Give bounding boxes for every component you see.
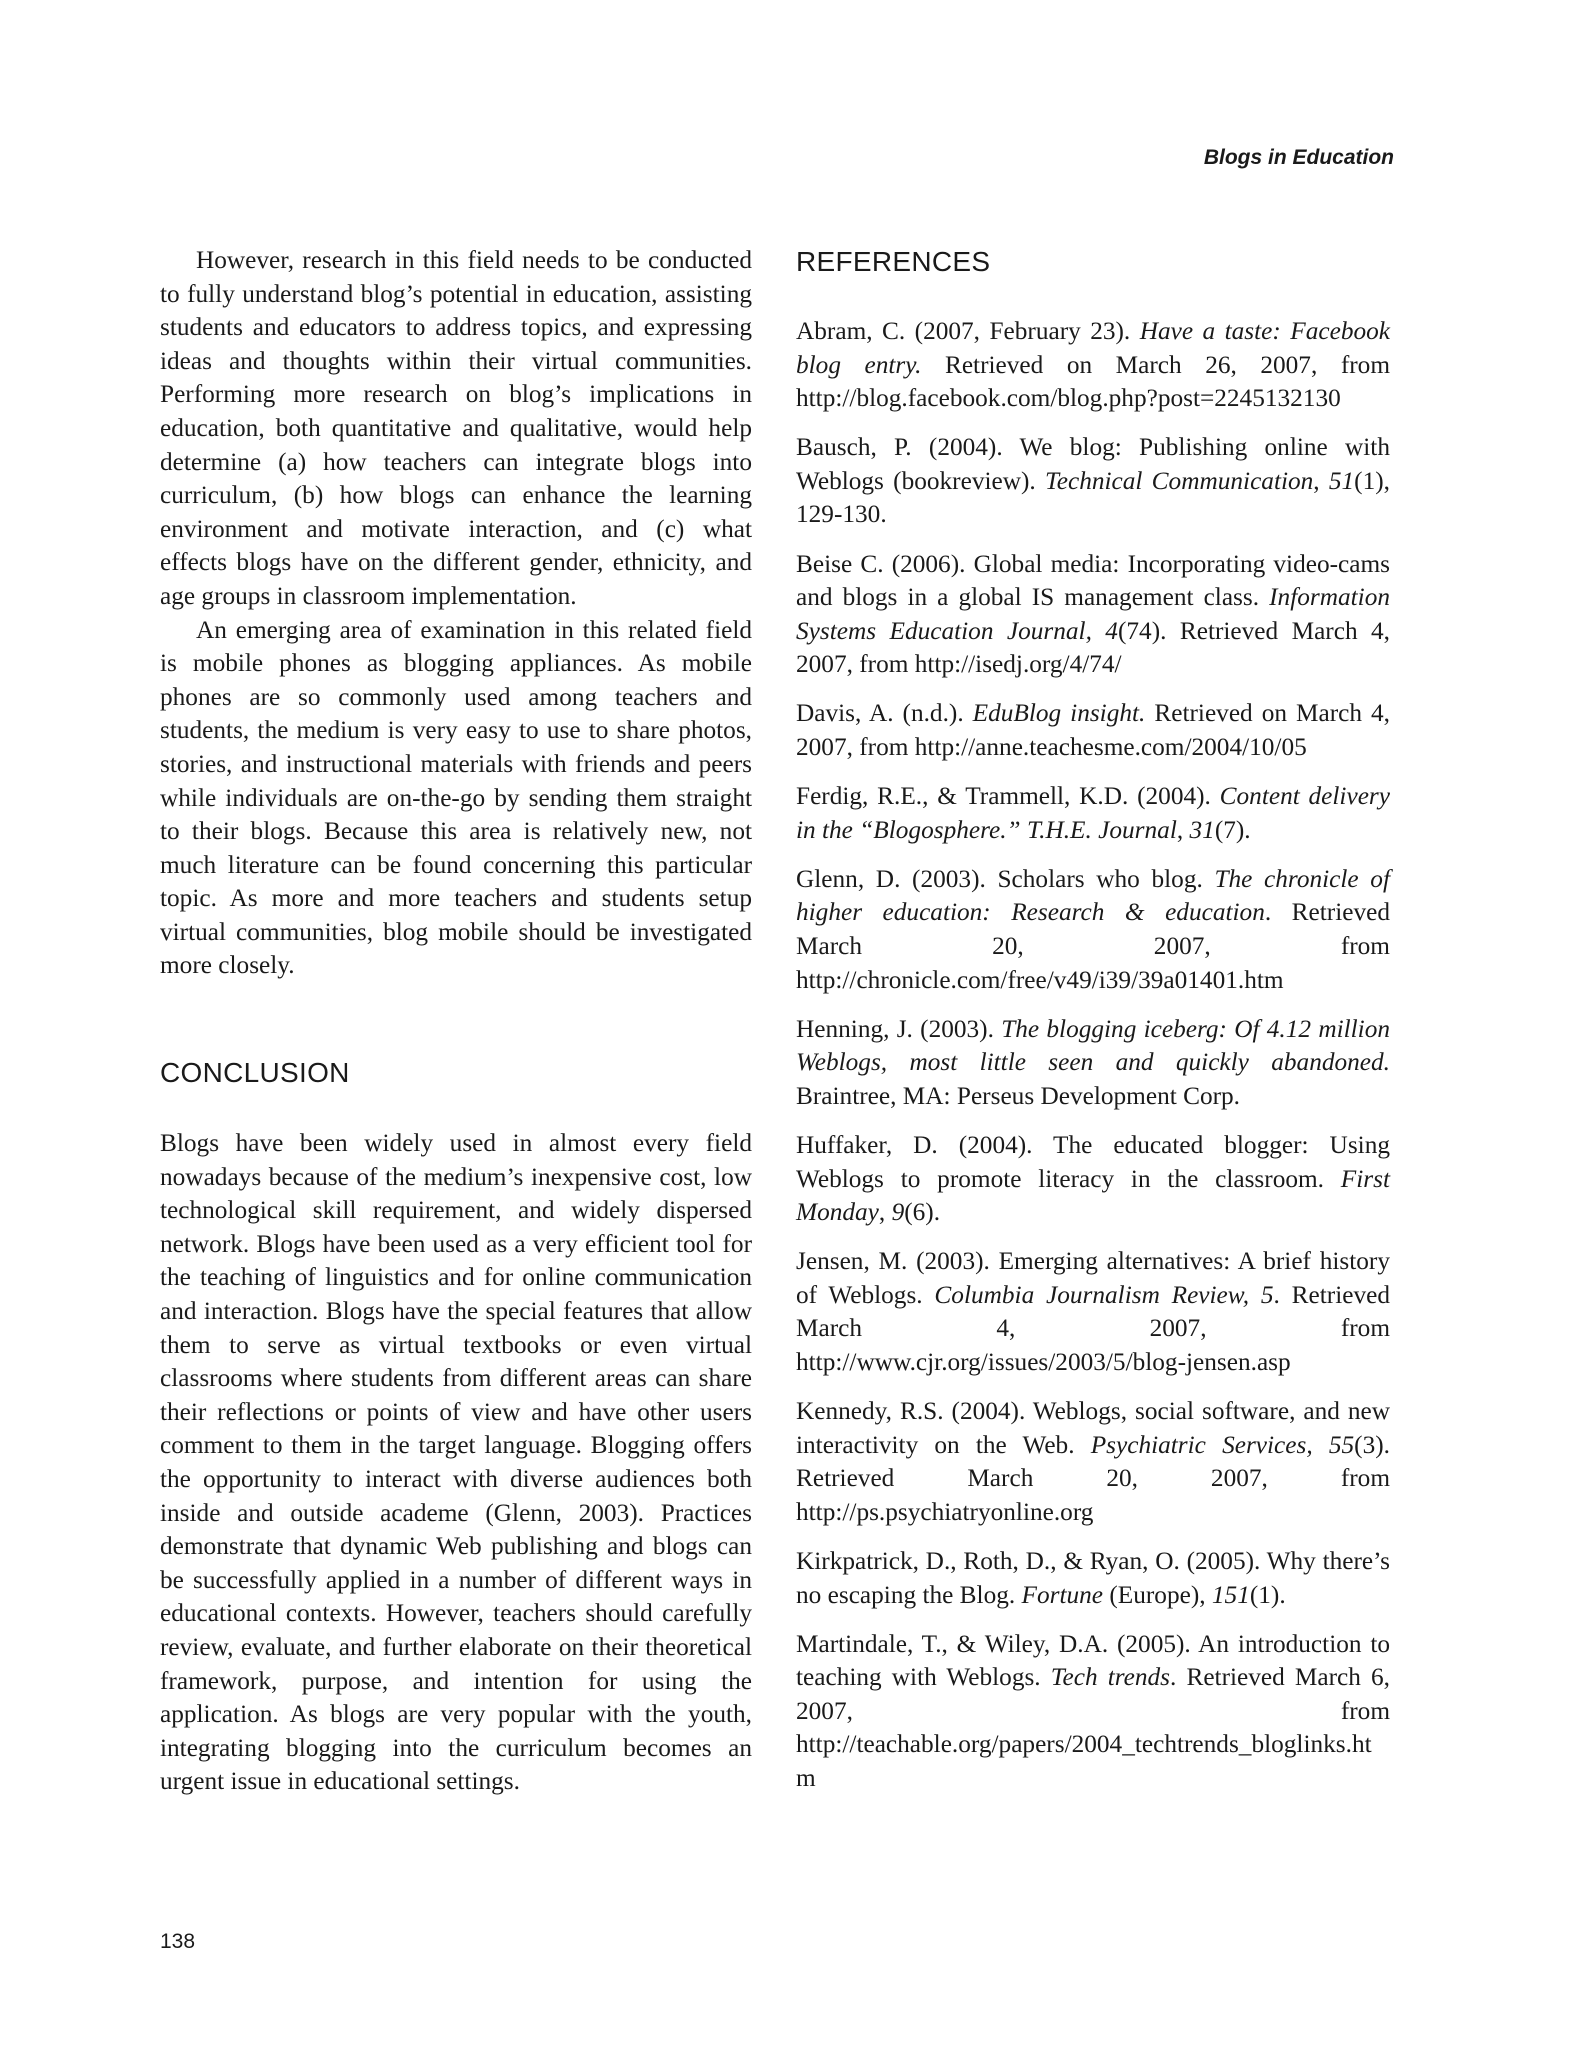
ref-title: Psychiatric Services, 55 (1090, 1430, 1355, 1459)
reference-item (796, 1395, 1390, 1529)
ref-text: Bausch, P. (2004). We blog: Publishing online with Weblogs (bookreview). (796, 433, 1390, 495)
body-paragraph-2: An emerging area of examination in this related field is mobile phones as blogging appliances. As mobile phones are so commonly used among teachers and students, the medium is very easy to use to share photos, stories, and instructional materials with friends and peers while individuals are on-the-go by sending them straight to their blogs. Because this area is relatively new, not much literature can be found concerning this particular topic. As more and more teachers and students setup virtual communities, blog mobile should be investigated more closely. (160, 615, 752, 980)
ref-text: , (1313, 466, 1329, 495)
ref-text: , (1176, 815, 1190, 844)
ref-text: Glenn, D. (2003). Scholars who blog. (796, 864, 1215, 893)
ref-text: Retrieved on March 4, 2007, from http://anne.teachesme.com/2004/10/05 (796, 699, 1390, 762)
reference-item (796, 1245, 1390, 1379)
ref-text: Martindale, T., & Wiley, D.A. (2005). An introduction to teaching with Weblogs. (796, 1629, 1390, 1692)
reference-item (796, 1129, 1390, 1230)
ref-volume: 151 (1211, 1580, 1250, 1609)
reference-item (796, 780, 1390, 847)
ref-text: (7). (1214, 815, 1251, 844)
ref-text: (6). (904, 1198, 941, 1227)
ref-title: Technical Communication (1045, 466, 1314, 495)
ref-text: , (878, 1198, 892, 1227)
ref-text: Henning, J. (2003). (796, 1014, 1002, 1043)
ref-text: Kennedy, R.S. (2004). Weblogs, social software, and new interactivity on the Web. (796, 1397, 1390, 1459)
ref-title: Have a taste: Facebook blog entry. (796, 317, 1390, 379)
ref-text: Braintree, MA: Perseus Development Corp. (796, 1081, 1241, 1110)
ref-text: (Europe), (1103, 1580, 1212, 1609)
reference-item (796, 697, 1390, 764)
ref-title: Information Systems Education Journal, 4 (796, 583, 1390, 645)
ref-text: . Retrieved March 4, 2007, from http://www.cjr.org/issues/2003/5/blog-jensen.asp (796, 1280, 1390, 1377)
ref-title: The chronicle of higher education: Research & education (796, 864, 1390, 927)
ref-text: . Retrieved March 6, 2007, from http://teachable.org/papers/2004_techtrends_bloglinks.htm (796, 1663, 1390, 1793)
ref-title: Fortune (1021, 1580, 1104, 1609)
ref-text: Huffaker, D. (2004). The educated blogger: Using Weblogs to promote literacy in the classroom. (796, 1130, 1390, 1193)
conclusion-heading: CONCLUSION (160, 1057, 350, 1089)
ref-text: Davis, A. (n.d.). (796, 699, 973, 728)
ref-text: (1). (1249, 1580, 1286, 1609)
ref-text: (3). Retrieved March 20, 2007, from http://ps.psychiatryonline.org (796, 1430, 1390, 1526)
ref-text: . Retrieved March 20, 2007, from http://chronicle.com/free/v49/i39/39a01401.htm (796, 898, 1391, 994)
running-head: Blogs in Education (1203, 146, 1394, 169)
left-column (160, 244, 752, 1799)
ref-text: Beise C. (2006). Global media: Incorporating video-cams and blogs in a global IS management class. (796, 549, 1390, 612)
right-column (796, 244, 1390, 1811)
conclusion-paragraph: Blogs have been widely used in almost every field nowadays because of the medium’s inexpensive cost, low technological skill requirement, and widely dispersed network. Blogs have been used as a very efficient tool for the teaching of linguistics and for online communication and interaction. Blogs have the special features that allow them to serve as virtual textbooks or even virtual classrooms where students from different areas can share their reflections or points of view and have other users comment to them in the target language. Blogging offers the opportunity to interact with diverse audiences both inside and outside academe (Glenn, 2003). Practices demonstrate that dynamic Web publishing and blogs can be successfully applied in a number of different ways in educational contexts. However, teachers should carefully review, evaluate, and further elaborate on their theoretical framework, purpose, and intention for using the application. As blogs are very popular with the youth, integrating blogging into the curriculum becomes an urgent issue in educational settings. (160, 1129, 752, 1796)
ref-text: Jensen, M. (2003). Emerging alternatives: A brief history of Weblogs. (796, 1247, 1390, 1309)
ref-title: EduBlog insight. (972, 699, 1146, 728)
ref-volume: 31 (1189, 815, 1215, 844)
ref-title: The blogging iceberg: Of 4.12 million Weblogs, most little seen and quickly abandoned. (796, 1014, 1390, 1077)
ref-text: (74). Retrieved March 4, 2007, from http://isedj.org/4/74/ (796, 616, 1390, 679)
ref-title: Content delivery in the “Blogosphere.” T.H.E. Journal (796, 782, 1390, 844)
reference-item (796, 1628, 1390, 1796)
ref-text: Retrieved on March 26, 2007, from http://blog.facebook.com/blog.php?post=2245132130 (796, 350, 1390, 413)
ref-text: Ferdig, R.E., & Trammell, K.D. (2004). (796, 782, 1220, 811)
page-number: 138 (160, 1930, 196, 1953)
reference-item (796, 1013, 1390, 1114)
ref-title: Columbia Journalism Review, 5 (934, 1280, 1274, 1309)
ref-text: Abram, C. (2007, February 23). (796, 317, 1140, 345)
references-heading: REFERENCES (796, 246, 991, 277)
ref-text: Kirkpatrick, D., Roth, D., & Ryan, O. (2005). Why there’s no escaping the Blog. (796, 1547, 1390, 1609)
reference-item (796, 548, 1390, 682)
ref-title: First Monday (796, 1164, 1390, 1227)
reference-item (796, 431, 1390, 532)
ref-volume: 9 (891, 1198, 905, 1227)
reference-list (796, 315, 1390, 1796)
ref-title: Tech trends (1050, 1663, 1171, 1692)
reference-item (796, 863, 1390, 997)
reference-item (796, 315, 1390, 416)
ref-volume: 51 (1328, 466, 1355, 495)
reference-item (796, 1545, 1390, 1612)
ref-text: (1), 129-130. (796, 466, 1390, 529)
body-paragraph-1: However, research in this field needs to be conducted to fully understand blog’s potential in education, assisting students and educators to address topics, and expressing ideas and thoughts within their virtual communities. Performing more research on blog’s implications in education, both quantitative and qualitative, would help determine (a) how teachers can integrate blogs into curriculum, (b) how blogs can enhance the learning environment and motivate interaction, and (c) what effects blogs have on the different gender, ethnicity, and age groups in classroom implementation. (160, 246, 752, 610)
